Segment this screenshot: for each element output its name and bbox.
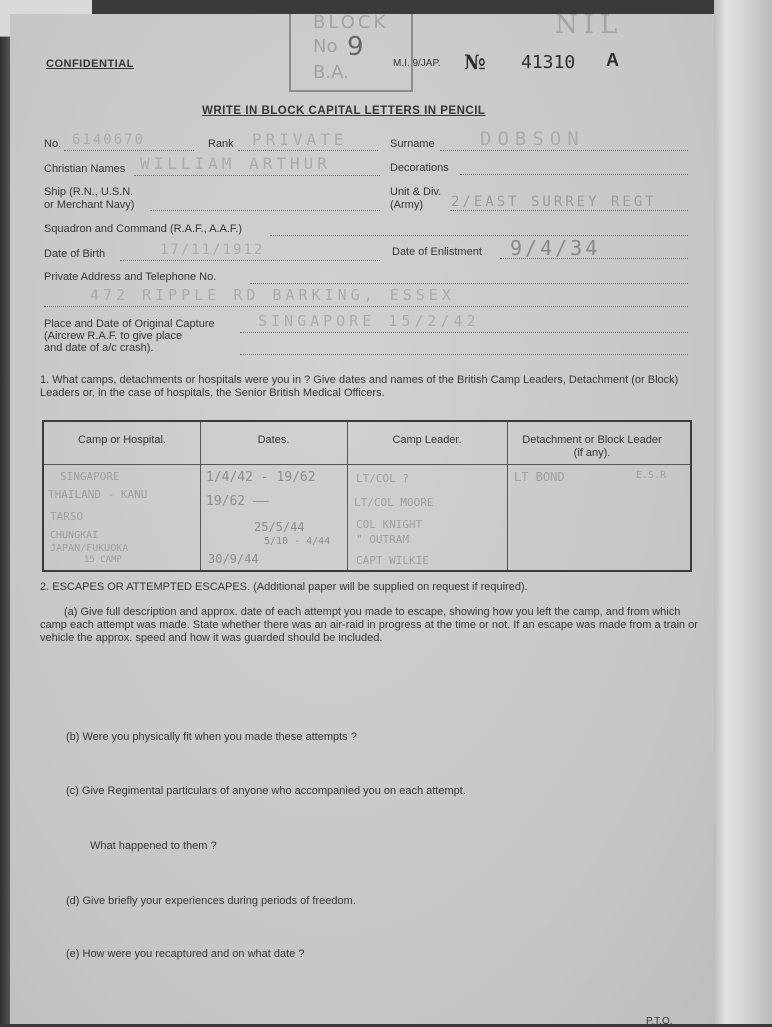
squadron-label: Squadron and Command (R.A.F., A.A.F.) (44, 223, 243, 235)
form-suffix: A (606, 50, 619, 70)
camp-entry: CHUNGKAI (50, 530, 99, 541)
leader-entry: LT/COL ? (356, 472, 409, 485)
unit-label-line-1: Unit & Div. (390, 186, 442, 198)
leader-entry: COL KNIGHT (356, 518, 423, 531)
unit-label-line-2: (Army) (390, 199, 423, 211)
rank-value: PRIVATE (252, 130, 348, 149)
number-prefix: № (464, 50, 486, 74)
column-header-leader: Camp Leader. (392, 434, 462, 446)
confidential-label: CONFIDENTIAL (46, 58, 134, 70)
no-label: No. (44, 138, 62, 150)
capture-value: SINGAPORE 15/2/42 (258, 312, 480, 330)
no-line (64, 150, 194, 151)
camp-entry: JAPAN/FUKUOKA (50, 543, 129, 554)
pto-label: P.T.O. (646, 1016, 673, 1027)
question-2c-followup: What happened to them ? (90, 840, 217, 852)
stamp-line-3: B.A. (313, 62, 349, 83)
stamp-line-2: No (313, 36, 338, 57)
ship-label (44, 186, 134, 212)
capture-label-line-3: and date of a/c crash). (44, 342, 154, 354)
date-entry: 25/5/44 (254, 520, 305, 534)
surname-label: Surname (390, 138, 435, 150)
form-sheet (10, 10, 716, 1027)
surname-value: DOBSON (480, 128, 585, 150)
block-stamp (289, 14, 413, 92)
capture-label-line-1: Place and Date of Original Capture (44, 318, 215, 330)
question-2b-text: (b) Were you physically fit when you made these attempts ? (66, 731, 357, 743)
detachment-entry: E.S.R (636, 470, 667, 481)
christian-names-value: WILLIAM ARTHUR (140, 154, 331, 173)
instruction-heading: WRITE IN BLOCK CAPITAL LETTERS IN PENCIL (202, 105, 486, 117)
date-entry: 1/4/42 - 19/62 (206, 470, 316, 485)
form-number: 41310 (521, 52, 576, 73)
stamp-number-mark: 9 (347, 32, 364, 62)
column-header-camp: Camp or Hospital. (77, 434, 167, 446)
column-header-dates: Dates. (257, 434, 290, 446)
dob-line (120, 260, 380, 261)
decorations-line (460, 174, 688, 175)
rank-label: Rank (208, 138, 234, 150)
ship-label-line-2: or Merchant Navy) (44, 199, 135, 211)
christian-names-line (134, 175, 380, 176)
question-2c-text: (c) Give Regimental particulars of anyone who accompanied you on each attempt. (66, 785, 466, 797)
column-header-detachment: Detachment or Block Leader (if any). (522, 434, 662, 459)
form-ref: M.I. 9/JAP. (393, 58, 441, 69)
camps-table (42, 420, 692, 572)
capture-label (44, 318, 215, 354)
question-2a-text: (a) Give full description and approx. date of each attempt you made to escape, showing how you left the camp, and from which camp each attempt was made. State whether there was an air-raid in progress at the time or not. If an escape was made from a train or vehicle the approx. speed and how it was guarded should be included. (40, 606, 698, 644)
leader-entry: LT/COL MOORE (354, 496, 434, 509)
leader-entry: CAPT WILKIE (356, 554, 429, 567)
question-2e-text: (e) How were you recaptured and on what date ? (66, 948, 305, 960)
question-2-heading: 2. ESCAPES OR ATTEMPTED ESCAPES. (Additional paper will be supplied on request if required). (40, 581, 528, 593)
dob-label: Date of Birth (44, 248, 106, 260)
detachment-entry: LT BOND (514, 470, 565, 484)
ship-label-line-1: Ship (R.N., U.S.N. (44, 186, 134, 198)
stamp-line-1: BLOCK (313, 12, 389, 33)
handwritten-nil: NIL (555, 10, 624, 40)
question-2d-text: (d) Give briefly your experiences during periods of freedom. (66, 895, 356, 907)
enlistment-value: 9/4/34 (510, 236, 601, 260)
unit-value: 2/EAST SURREY REGT (451, 194, 657, 210)
capture-line-2 (240, 354, 688, 355)
rank-line (238, 150, 378, 151)
dob-value: 17/11/1912 (160, 242, 265, 258)
squadron-line (270, 235, 688, 236)
date-entry: 5/10 - 4/44 (264, 536, 331, 547)
background-edge-right (714, 0, 772, 1024)
christian-names-label: Christian Names (44, 163, 126, 175)
capture-line-1 (240, 332, 688, 333)
address-line-2 (44, 306, 688, 307)
no-value: 6140670 (72, 132, 146, 148)
camp-entry: 15 CAMP (84, 555, 122, 565)
capture-label-line-2: (Aircrew R.A.F. to give place (44, 330, 183, 342)
date-entry: 19/62 —— (206, 494, 269, 509)
table-header-rule (44, 464, 690, 465)
unit-line (450, 210, 688, 211)
surname-line (440, 150, 688, 151)
table-divider (507, 422, 508, 570)
unit-label (390, 186, 441, 212)
date-entry: 30/9/44 (208, 552, 259, 566)
camp-entry: THAILAND - KANU (48, 488, 148, 501)
camp-entry: TARSO (50, 510, 84, 523)
address-label: Private Address and Telephone No. (44, 271, 217, 283)
decorations-label: Decorations (390, 162, 449, 174)
ship-line (150, 210, 380, 211)
camp-entry: SINGAPORE (60, 470, 120, 483)
enlistment-label: Date of Enlistment (392, 246, 482, 258)
address-line-1 (250, 283, 688, 284)
leader-entry: " OUTRAM (356, 533, 409, 546)
address-value: 472 RIPPLE RD BARKING, ESSEX (90, 286, 455, 304)
question-1-text: 1. What camps, detachments or hospitals were you in ? Give dates and names of the British Camp Leaders, Detachment (or Block) Leaders or, in the case of hospitals, the Senior British Medical Officers. (40, 374, 679, 399)
